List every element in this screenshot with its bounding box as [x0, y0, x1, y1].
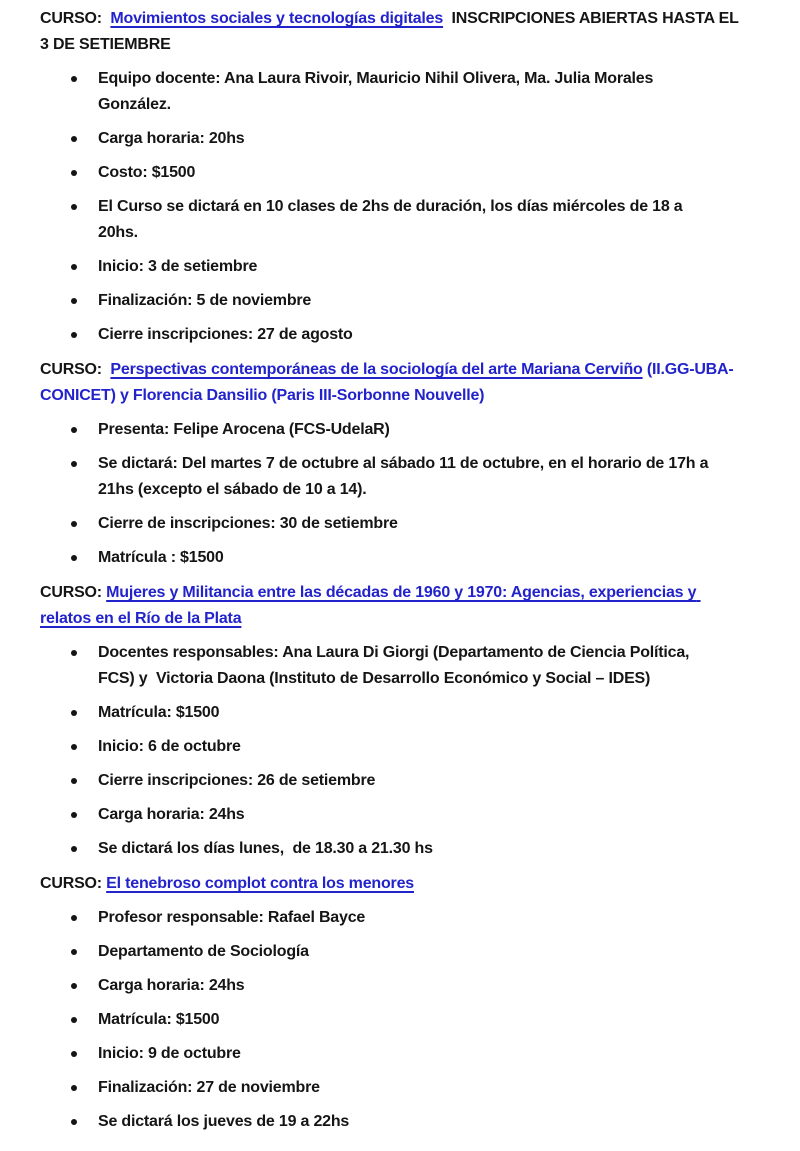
course-label: CURSO: — [40, 10, 111, 27]
bullet-item: Departamento de Sociología — [70, 939, 720, 965]
course-header — [40, 357, 746, 409]
bullet-item: Matrícula : $1500 — [70, 545, 720, 571]
course-header — [40, 871, 746, 897]
bullet-item: Finalización: 27 de noviembre — [70, 1075, 720, 1101]
course-list — [40, 6, 750, 1135]
bullet-item: Se dictará: Del martes 7 de octubre al sábado 11 de octubre, en el horario de 17h a 21hs (excepto el sábado de 10 a 14). — [70, 451, 720, 503]
course-header — [40, 580, 746, 632]
course-label: INSCRIPCIONES ABIERTAS HASTA EL 3 DE SETIEMBRE — [40, 10, 743, 53]
bullet-item: Equipo docente: Ana Laura Rivoir, Mauricio Nihil Olivera, Ma. Julia Morales González. — [70, 66, 720, 118]
course-section — [40, 580, 750, 862]
course-bullet-list — [40, 417, 720, 571]
bullet-item: Carga horaria: 24hs — [70, 973, 720, 999]
bullet-item: Inicio: 9 de octubre — [70, 1041, 720, 1067]
bullet-item: Se dictará los días lunes, de 18.30 a 21.30 hs — [70, 836, 720, 862]
bullet-item: Se dictará los jueves de 19 a 22hs — [70, 1109, 720, 1135]
course-label: CURSO: — [40, 584, 107, 601]
bullet-item: Inicio: 6 de octubre — [70, 734, 720, 760]
bullet-item: Cierre inscripciones: 26 de setiembre — [70, 768, 720, 794]
bullet-item: Matrícula: $1500 — [70, 1007, 720, 1033]
course-title-link[interactable]: El tenebroso complot contra los menores — [106, 875, 414, 892]
course-title-text: (II.GG-UBA-CONICET) y Florencia Dansilio (Paris III-Sorbonne Nouvelle) — [40, 361, 734, 404]
bullet-item: Costo: $1500 — [70, 160, 720, 186]
bullet-item: Carga horaria: 24hs — [70, 802, 720, 828]
course-header — [40, 6, 746, 58]
bullet-item: El Curso se dictará en 10 clases de 2hs de duración, los días miércoles de 18 a 20hs. — [70, 194, 720, 246]
course-title-link[interactable]: Perspectivas contemporáneas de la sociología del arte Mariana Cerviño — [110, 361, 643, 378]
bullet-item: Matrícula: $1500 — [70, 700, 720, 726]
course-label: CURSO: — [40, 361, 111, 378]
bullet-item: Inicio: 3 de setiembre — [70, 254, 720, 280]
bullet-item: Carga horaria: 20hs — [70, 126, 720, 152]
bullet-item: Docentes responsables: Ana Laura Di Giorgi (Departamento de Ciencia Política, FCS) y Victoria Daona (Instituto de Desarrollo Económico y Social – IDES) — [70, 640, 720, 692]
course-bullet-list — [40, 66, 720, 348]
bullet-item: Cierre de inscripciones: 30 de setiembre — [70, 511, 720, 537]
bullet-item: Cierre inscripciones: 27 de agosto — [70, 322, 720, 348]
course-bullet-list — [40, 905, 720, 1135]
course-title-link[interactable]: Movimientos sociales y tecnologías digitales — [110, 10, 444, 27]
course-section — [40, 6, 750, 348]
course-label: CURSO: — [40, 875, 107, 892]
course-title-link[interactable]: Mujeres y Militancia entre las décadas de 1960 y 1970: Agencias, experiencias y relatos en el Río de la Plata — [40, 584, 701, 627]
course-section — [40, 871, 750, 1135]
course-section — [40, 357, 750, 571]
bullet-item: Presenta: Felipe Arocena (FCS-UdelaR) — [70, 417, 720, 443]
bullet-item: Profesor responsable: Rafael Bayce — [70, 905, 720, 931]
bullet-item: Finalización: 5 de noviembre — [70, 288, 720, 314]
course-bullet-list — [40, 640, 720, 862]
